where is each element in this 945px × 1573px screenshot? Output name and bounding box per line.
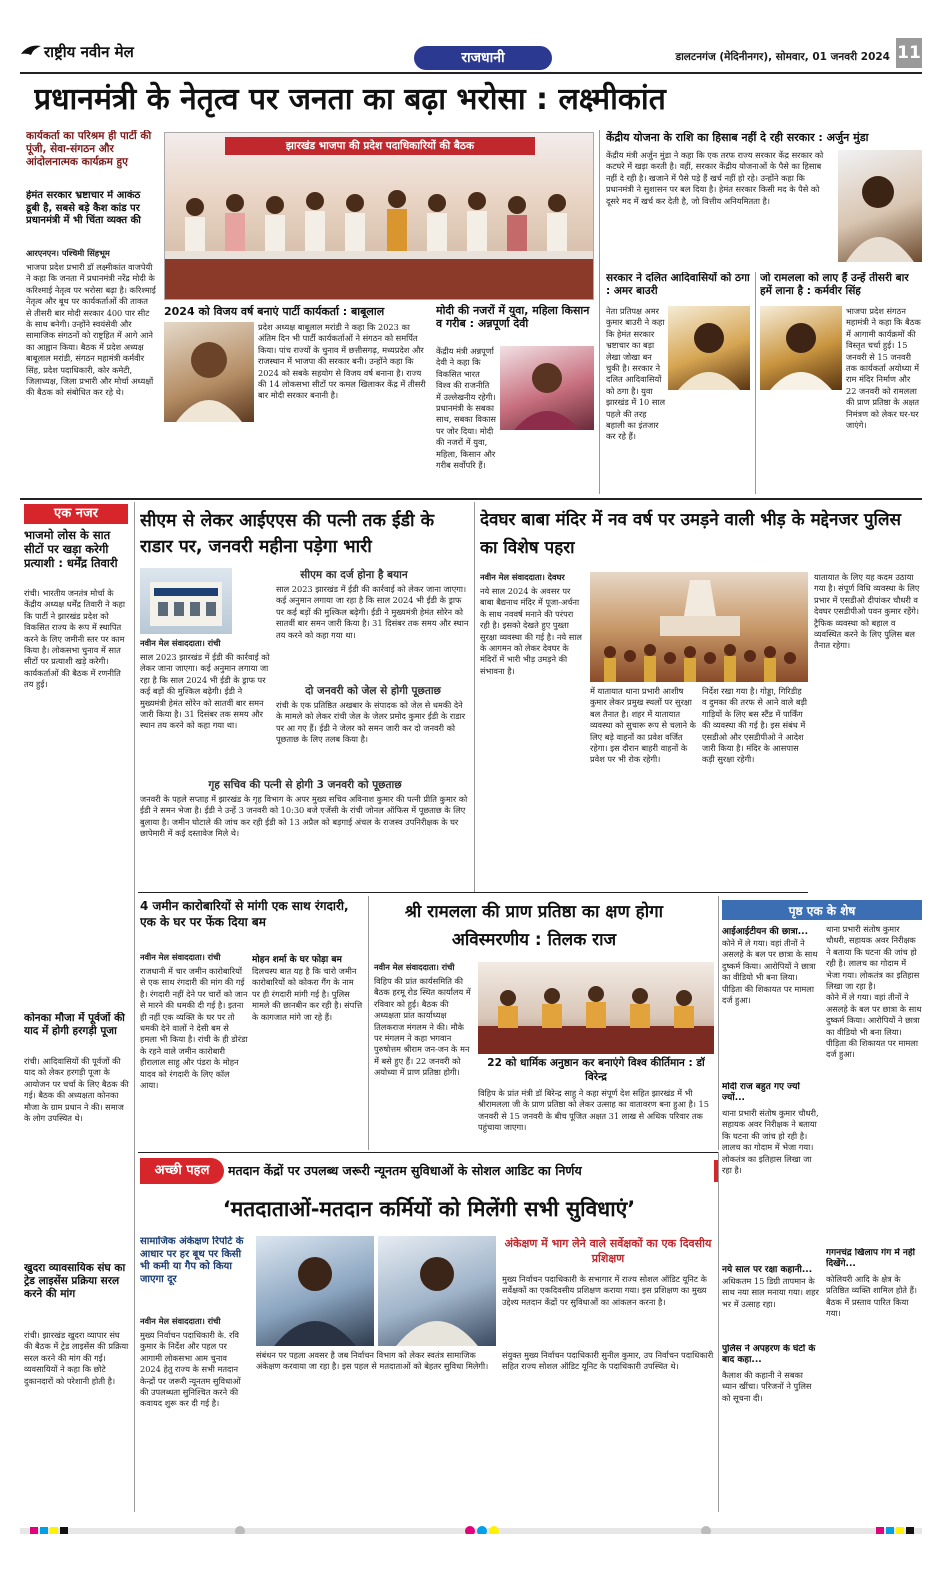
column-divider: [718, 896, 719, 1150]
section-rule: [20, 498, 922, 500]
ed-sub3: गृह सचिव की पत्नी से होगी 3 जनवरी को पूछताछ: [208, 779, 402, 791]
ramlalla-body2: विहिप के प्रांत मंत्री डॉ बिरेन्द्र साहु ने कहा संपूर्ण देश सहित झारखंड में भी श्रीरामलला जी के प्राण प्रतिष्ठा को लेकर उत्साह का वातावरण बना हुआ है। 15 जनवरी से 15 जनवरी के बीच पूजित अक्षत 31 लाख से अधिक परिवार तक पहुंचाया जाएगा।: [478, 1088, 709, 1133]
prishth-body2b: थाना प्रभारी संतोष कुमार चौधरी, सहायक अवर निरीक्षक ने बताया कि घटना की जांच हो रही है। लालच का गोदाम में भेजा गया। लोकतंत्र का इतिहास लिखा जा रहा है। कोने में ले गया। वहां तीनों ने असलहे के बल पर छात्रा के साथ दुष्कर्म किया। आरोपियों ने छात्रा का वीडियो भी बना लिया। पीड़िता की शिकायत पर मामला दर्ज हुआ।: [826, 924, 922, 1060]
official-photo-1: [256, 1236, 374, 1346]
prishth-head2: मोदी राज बहुत गए ज्यों ज्यों...: [722, 1082, 800, 1103]
lead-right2-head: सरकार ने दलित आदिवासियों को ठगा : अमर बाउरी: [606, 272, 750, 297]
ed-byline: नवीन मेल संवाददाता। रांची: [140, 638, 221, 648]
ed-office-photo: [140, 568, 232, 634]
building-icon: [140, 568, 232, 634]
masthead-name: राष्ट्रीय नवीन मेल: [44, 43, 134, 61]
matdata-headline: ‘मतदाताओं-मतदान कर्मियों को मिलेंगी सभी सुविधाएं’: [222, 1197, 636, 1221]
prishth-body2: थाना प्रभारी संतोष कुमार चौधरी, सहायक अवर निरीक्षक ने बताया कि घटना की जांच हो रही है। लालच का गोदाम में भेजा गया। लोकतंत्र का इतिहास लिखा जा रहा है।: [722, 1108, 819, 1176]
masthead-logo: [20, 40, 210, 66]
prishth-body4: कैलाश की कहानी ने सबका ध्यान खींचा। परिजनों ने पुलिस को सूचना दी।: [722, 1370, 812, 1403]
official-photo-2: [378, 1236, 496, 1346]
section-tab: राजधानी: [414, 46, 552, 70]
people-on-stage-icon: [165, 159, 594, 299]
deoghar-byline: नवीन मेल संवाददाता। देवघर: [480, 572, 565, 582]
prishth-head1: आईआईटीयन की छात्रा...: [722, 927, 809, 936]
person-icon: [838, 150, 922, 262]
ramlalla-byline: नवीन मेल संवाददाता। रांची: [374, 962, 455, 972]
lead-right3-body: भाजपा प्रदेश संगठन महामंत्री ने कहा कि बैठक में आगामी कार्यक्रमों की विस्तृत चर्चा हुई। 15 जनवरी से 15 जनवरी तक कार्यकर्ता अयोध्या में राम मंदिर निर्माण और 22 जनवरी को रामलला की प्राण प्रतिष्ठा के अक्षत निमंत्रण को लेकर घर-घर जाएंगे।: [846, 306, 921, 431]
matdata-body2: मुख्य निर्वाचन पदाधिकारी के सभागार में राज्य सोशल ऑडिट यूनिट के सर्वेक्षकों का एकदिवसीय प्रशिक्षण कराया गया। इस प्रशिक्षण का मुख्य उद्देश्य मतदान केंद्रों पर सुविधाओं का आंकलन करना है।: [502, 1274, 707, 1307]
deoghar-headline: देवघर बाबा मंदिर में नव वर्ष पर उमड़ने वाली भीड़ के मद्देनजर पुलिस का विशेष पहरा: [480, 510, 901, 558]
lead-right1-head: केंद्रीय योजना के राशि का हिसाब नहीं दे रही सरकार : अर्जुन मुंडा: [606, 131, 869, 144]
arjun-photo: [838, 150, 922, 262]
lead-sub2-head: मोदी की नजरों में युवा, महिला किसान व गरीब : अन्नपूर्णा देवी: [436, 304, 590, 330]
lead-byline: आरएनएन। पश्चिमी सिंहभूम: [26, 248, 110, 258]
ed-body3: जनवरी के पहले सप्ताह में झारखंड के गृह विभाग के अपर मुख्य सचिव अविनाश कुमार की पत्नी प्रीति कुमार को ईडी ने समन भेजा है। ईडी ने उन्हें 3 जनवरी को 10:30 बजे एजेंसी के रांची जोनल ऑफिस में पूछताछ के लिए बुलाया है। जमीन घोटाले की जांच कर रही ईडी को 13 अप्रैल को बड़गाई अंचल के राजस्व उपनिरीक्षक के घर छापेमारी में कई दस्तावेज मिले थे।: [140, 794, 468, 839]
page-number: 11: [896, 38, 922, 68]
zameen-byline: नवीन मेल संवाददाता। रांची: [140, 952, 221, 962]
lead-body: भाजपा प्रदेश प्रभारी डॉ लक्ष्मीकांत वाजपेयी ने कहा कि जनता में प्रधानमंत्री नरेंद्र मोदी के करिश्माई नेतृत्व पर भरोसा बढ़ा है। करिश्माई नेतृत्व और बूथ पर कार्यकर्ताओं की ताकत से तीसरी बार मोदी सरकार 400 पार सीट के साथ बनेगी। उन्होंने स्वयंसेवी और सामाजिक संगठनों को राष्ट्रहित में आगे आने का आह्वान किया। बैठक में प्रदेश अध्यक्ष बाबूलाल मरांडी, संगठन महामंत्री कर्मवीर सिंह, प्रदेश पदाधिकारी, कोर कमेटी, जिलाध्यक्ष, जिला प्रभारी और मोर्चा अध्यक्षों की बैठक को संबोधित कर रहे थे।: [26, 262, 156, 398]
prishth-body3: अधिकतम 15 डिग्री तापमान के साथ नया साल मनाया गया। शहर भर में उत्साह रहा।: [722, 1276, 819, 1309]
matdata-tag: अच्छी पहल: [140, 1158, 224, 1184]
meeting-photo: [164, 132, 594, 300]
matdata-body4: संयुक्त मुख्य निर्वाचन पदाधिकारी सुनील कुमार, उप निर्वाचन पदाधिकारी सहित राज्य सोशल ऑडिट यूनिट के पदाधिकारी उपस्थित थे।: [502, 1350, 714, 1372]
section-rule: [138, 892, 808, 893]
ramlalla-photo-caption: 22 को धार्मिक अनुष्ठान कर बनाएंगे विश्व कीर्तिमान : डॉ विरेन्द्र: [487, 1057, 705, 1083]
ed-body1: साल 2023 झारखंड में ईडी की कार्रवाई को लेकर जाना जाएगा। कई अनुमान लगाया जा रहा है कि साल 2024 भी ईडी के ड्राफ पर कई बड़ों की मुश्किल बढ़ेगी। ईडी ने मुख्यमंत्री हेमंत सोरेन को सातवीं बार समन जारी किया है। 31 दिसंबर तक समय और स्थान तय करने को कहा गया था।: [140, 652, 270, 731]
zameen-sub: मोहन शर्मा के घर फोड़ा बम: [252, 955, 342, 964]
crowd-icon: [590, 572, 808, 682]
ek-nazar-item2-body: रांची। आदिवासियों की पूर्वजों की याद को लेकर हरगड़ी पूजा के आयोजन पर चर्चा के लिए बैठक की गई। बैठक की अध्यक्षता कोनका मौजा के ग्राम प्रधान ने की। समाज के लोग उपस्थित थे।: [24, 1056, 129, 1124]
lead-right1-body: केंद्रीय मंत्री अर्जुन मुंडा ने कहा कि एक तरफ राज्य सरकार केंद्र सरकार को कटघरे में खड़ा करती है। वहीं, सरकार केंद्रीय योजनाओं के पैसे का हिसाब नहीं दे रही है। खजाने में पैसे पड़े हैं खर्च नहीं हो रहे। उन्होंने कहा कि प्रधानमंत्री ने सुशासन पर बल दिया है। हेमंत सरकार किसी मद के पैसे को दूसरे मद में खर्च कर देती है, जो वित्तीय अनियमितता है।: [606, 150, 824, 206]
column-divider: [134, 502, 135, 1512]
lead-sub2-body: केंद्रीय मंत्री अन्नपूर्णा देवी ने कहा कि विकसित भारत विश्व की राजनीति में उल्लेखनीय रहेगी। प्रधानमंत्री के सबका साथ, सबका विकास पर जोर दिया। मोदी की नजरों में युवा, महिला, किसान और गरीब सर्वोपरि हैं।: [436, 346, 496, 471]
column-divider: [718, 1152, 719, 1512]
person-icon: [378, 1236, 496, 1346]
prishth-head4: पुलिस ने अपहरण के घंटों के बाद कहा...: [722, 1344, 816, 1365]
ek-nazar-item1-head: भाजमो लोस के सात सीटों पर खड़ा करेगी प्रत्याशी : धर्मेंद्र तिवारी: [24, 528, 118, 570]
prishth-head3: नये साल पर रक्षा कहानी...: [722, 1265, 813, 1274]
matdata-top-line: मतदान केंद्रों पर उपलब्ध जरूरी न्यूनतम सुविधाओं के सोशल आडिट का निर्णय: [228, 1160, 718, 1182]
section-rule: [138, 1152, 718, 1153]
prishth-head5: गगनचंद्र खिलाप गंग में नहीं दिखेंगे...: [826, 1248, 916, 1269]
ed-body1b: साल 2023 झारखंड में ईडी की कार्रवाई को लेकर जाना जाएगा। कई अनुमान लगाया जा रहा है कि साल 2024 भी ईडी के ड्राफ पर कई बड़ों की मुश्किल बढ़ेगी। ईडी ने मुख्यमंत्री हेमंत सोरेन को सातवीं बार समन जारी किया है। 31 दिसंबर तक समय और स्थान तय करने को कहा गया था।: [276, 584, 469, 640]
matdata-side-head: सामाजिक अंकेक्षण रिपोर्ट के आधार पर हर बूथ पर किसी भी कमी या गैप को किया जाएगा दूर: [140, 1236, 244, 1285]
babulal-photo: [164, 322, 254, 422]
person-icon: [760, 306, 842, 390]
person-icon: [668, 306, 750, 390]
deoghar-body4: यातायात के लिए यह कदम उठाया गया है। संपूर्ण विधि व्यवस्था के लिए प्रभार में एसडीओ दीपांकर चौधरी व देवघर एसडीपीओ पवन कुमार रहेंगे। ट्रैफिक व्यवस्था को बहाल व व्यवस्थित करने के लिए पुलिस बल तैनात रहेगा।: [814, 572, 920, 651]
bird-logo-icon: [20, 42, 42, 62]
prishth-body5: कोलियरी आदि के क्षेत्र के प्रतिष्ठित व्यक्ति शामिल होते हैं। बैठक में प्रस्ताव पारित किया गया।: [826, 1274, 918, 1319]
ed-body2: रांची के एक प्रतिष्ठित अखबार के संपादक को जेल से धमकी देने के मामले को लेकर रांची जेल के जेलर प्रमोद कुमार ईडी के राडार पर आ गए हैं। ईडी ने जेलर को समन जारी कर दो जनवरी को पूछताछ के लिए तलब किया है।: [276, 700, 466, 745]
amar-bauri-photo: [668, 306, 750, 390]
person-icon: [256, 1236, 374, 1346]
lead-right3-head: जो रामलला को लाए हैं उन्हें तीसरी बार हमें लाना है : कर्मवीर सिंह: [760, 272, 909, 297]
zameen-body2: दिलचस्प बात यह है कि चारो जमीन कारोबारियों को कोकरा गैंग के नाम पर ही रंगदारी मांगी गई है। पुलिस मामले की छानबीन कर रही है। संपत्ति के कागजात मांगे जा रहे हैं।: [252, 966, 363, 1022]
lead-sub1-body: प्रदेश अध्यक्ष बाबूलाल मरांडी ने कहा कि 2023 का अंतिम दिन भी पार्टी कार्यकर्ताओं ने संगठन को समर्पित किया। पांच राज्यों के चुनाव में छत्तीसगढ़, मध्यप्रदेश और राजस्थान में भाजपा की सरकार बनी। उन्होंने कहा कि 2024 को सबके सहयोग से विजय वर्ष बनाना है। राज्य की 14 लोकसभा सीटों पर कमल खिलाकर केंद्र में तीसरी बार मोदी सरकार बनानी है।: [258, 322, 426, 401]
matdata-byline: नवीन मेल संवाददाता। रांची: [140, 1316, 221, 1326]
people-seated-icon: [478, 962, 714, 1054]
ek-nazar-item1-body: रांची। भारतीय जनतंत्र मोर्चा के केंद्रीय अध्यक्ष धर्मेंद्र तिवारी ने कहा कि पार्टी ने झारखंड प्रदेश को विकसित राज्य के रूप में स्थापित करने के लिए जमीनी स्तर पर काम किया है। लोकसभा चुनाव में सात सीटों पर प्रत्याशी खड़े करेगी। कार्यकर्ताओं की बैठक में रणनीति तय हुई।: [24, 588, 125, 690]
ed-headline: सीएम से लेकर आईएएस की पत्नी तक ईडी के राडार पर, जनवरी महीना पड़ेगा भारी: [140, 511, 435, 557]
prishth-tag-bar: पृष्ठ एक के शेष: [722, 900, 922, 920]
ed-sub2: दो जनवरी को जेल से होगी पूछताछ: [305, 685, 441, 697]
prishth-body1: कोने में ले गया। वहां तीनों ने असलहे के बल पर छात्रा के साथ दुष्कर्म किया। आरोपियों ने छात्रा का वीडियो भी बना लिया। पीड़िता की शिकायत पर मामला दर्ज हुआ।: [722, 938, 818, 1006]
ed-sub1: सीएम का दर्ज होना है बयान: [300, 569, 408, 581]
lead-headline: प्रधानमंत्री के नेतृत्व पर जनता का बढ़ा भरोसा : लक्ष्मीकांत: [34, 82, 666, 117]
column-divider: [599, 130, 600, 494]
ek-nazar-tag: एक नजर: [24, 504, 128, 524]
dateline: डालटनगंज (मेदिनीनगर), सोमवार, 01 जनवरी 2024: [675, 51, 890, 63]
vhp-meeting-photo: [478, 962, 714, 1054]
registration-marks-icon: [20, 1525, 922, 1534]
lead-sub1-head: 2024 को विजय वर्ष बनाएं पार्टी कार्यकर्ता : बाबूलाल: [164, 305, 385, 318]
temple-crowd-photo: [590, 572, 808, 682]
deoghar-body3: निर्देश रखा गया है। गोड्डा, गिरिडीह व दुमका की तरफ से आने वाले बड़ी गाड़ियों के लिए बस स्टैंड में पार्किंग की व्यवस्था की गई है। इस संबंध में एसडीओ और एसडीपीओ ने आदेश जारी किया है। मंदिर के आसपास कड़ी सुरक्षा रहेगी।: [702, 686, 808, 765]
ek-nazar-item2-head: कोनका मौजा में पूर्वजों की याद में होगी हरगड़ी पूजा: [24, 1012, 125, 1037]
matdata-body1: मुख्य निर्वाचन पदाधिकारी के. रवि कुमार के निर्देश और पहल पर आगामी लोकसभा आम चुनाव 2024 हेतु राज्य के सभी मतदान केन्द्रों पर जरूरी न्यूनतम सुविधाओं की उपलब्धता सुनिश्चित करने की कवायद शुरू कर दी गई है।: [140, 1330, 241, 1409]
meeting-photo-banner: झारखंड भाजपा की प्रदेश पदाधिकारियों की बैठक: [225, 137, 535, 155]
footer-bar: [20, 1522, 922, 1534]
matdata-body3: संबंधन पर पहला अवसर है जब निर्वाचन विभाग को लेकर स्वतंत्र सामाजिक अंकेक्षण करवाया जा रहा है। इस पहल से मतदाताओं को बेहतर सुविधा मिलेगी।: [256, 1350, 489, 1372]
person-icon: [164, 322, 254, 422]
zameen-headline: 4 जमीन कारोबारियों से मांगी एक साथ रंगदारी, एक के घर पर फेंक दिया बम: [140, 899, 349, 929]
lead-kicker-2: हेमंत सरकार भ्रष्टाचार में आकंठ डूबी है, सबसे बड़े कैश कांड पर प्रधानमंत्री में भी चिंता व्यक्त की: [26, 190, 141, 226]
deoghar-body2: में यातायात थाना प्रभारी आशीष कुमार लेकर प्रमुख स्थलों पर सुरक्षा बल तैनात है। शहर में यातायात व्यवस्था को सुचारू रूप से चलाने के लिए बड़े वाहनों का प्रवेश वर्जित रहेगा। इस दौरान बाहरी वाहनों के प्रवेश पर भी रोक रहेगी।: [590, 686, 696, 765]
person-icon: [500, 346, 594, 430]
ramlalla-body: विहिप की प्रांत कार्यसमिति की बैठक हरमू रोड स्थित कार्यालय में रविवार को हुई। बैठक की अध्यक्षता प्रांत कार्याध्यक्ष तिलकराज मंगलम ने की। मौके पर मंगलम ने कहा भगवान पुरुषोत्तम श्रीराम जन-जन के मन में बसे हुए हैं। 22 जनवरी को अयोध्या में प्राण प्रतिष्ठा होगी।: [374, 976, 471, 1078]
lead-right2-body: नेता प्रतिपक्ष अमर कुमार बाउरी ने कहा कि हेमंत सरकार भ्रष्टाचार का बड़ा लेखा जोखा बन चुकी है। सरकार ने दलित आदिवासियों को ठगा है। युवा झारखंड में 10 साल पहले की तरह बहाली का इंतजार कर रहे हैं।: [606, 306, 666, 442]
column-divider: [755, 272, 756, 494]
column-divider: [474, 502, 475, 892]
ek-nazar-item3-body: रांची। झारखंड खुदरा व्यापार संघ की बैठक में ट्रेड लाइसेंस की प्रक्रिया सरल करने की मांग की गई। व्यवसायियों ने कहा कि छोटे दुकानदारों को परेशानी होती है।: [24, 1330, 129, 1386]
deoghar-body1: नये साल 2024 के अवसर पर बाबा बैद्यनाथ मंदिर में पूजा-अर्चना के साथ नववर्ष मनाने की परंपरा रही है। इसको देखते हुए पुख्ता सुरक्षा व्यवस्था की गई है। नये साल के आगमन को लेकर देवघर के मंदिरों में भारी भीड़ उमड़ने की संभावना है।: [480, 586, 582, 676]
lead-kicker-1: कार्यकर्ता का परिश्रम ही पार्टी की पूंजी, सेवा-संगठन और आंदोलनात्मक कार्यक्रम हुए: [26, 130, 152, 168]
karmvir-photo: [760, 306, 842, 390]
ramlalla-headline: श्री रामलला की प्राण प्रतिष्ठा का क्षण होगा अविस्मरणीय : तिलक राज: [404, 902, 664, 950]
matdata-photo-head: अंकेक्षण में भाग लेने वाले सर्वेक्षकों का एक दिवसीय प्रशिक्षण: [504, 1237, 712, 1265]
ek-nazar-item3-head: खुदरा व्यावसायिक संघ का ट्रेड लाइसेंस प्रक्रिया सरल करने की मांग: [24, 1262, 126, 1300]
masthead-rule: [20, 72, 922, 74]
annapurna-photo: [500, 346, 594, 430]
zameen-body: राजधानी में चार जमीन कारोबारियों से एक साथ रंगदारी की मांग की गई है। रंगदारी नहीं देने पर चारों को जान से मारने की धमकी दी गई है। इतना ही नहीं एक व्यक्ति के घर पर तो धमकी देने वालों ने देसी बम से हमला भी किया है। रांची के ही डोरंडा के रहने वाले जमीन कारोबारी हीरालाल साहु और पंडरा के मोहन यादव को रंगदारी के लिए कॉल आया।: [140, 966, 248, 1091]
column-divider: [368, 896, 369, 1150]
